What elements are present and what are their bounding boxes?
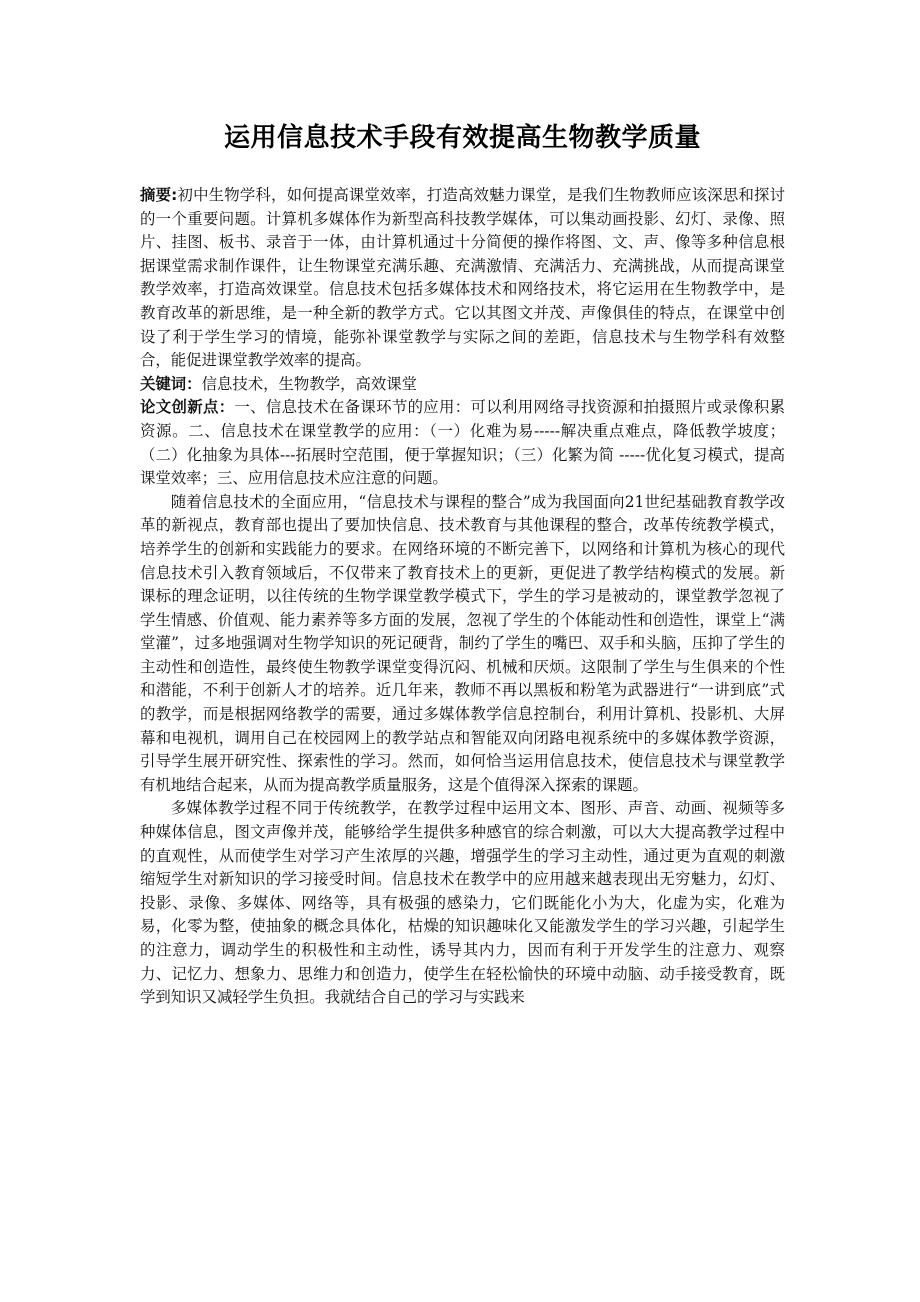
body-paragraph-1: 随着信息技术的全面应用，“信息技术与课程的整合”成为我国面向21世纪基础教育教学改革的新视点，教育部也提出了要加快信息、技术教育与其他课程的整合，改革传统教学模式，培养学生的创新和实践能力的要求。在网络环境的不断完善下，以网络和计算机为核心的现代信息技术引入教育领域后，不仅带来了教育技术上的更新，更促进了教学结构模式的发展。新课标的理念证明，以往传统的生物学课堂教学模式下，学生的学习是被动的，课堂教学忽视了学生情感、价值观、能力素养等多方面的发展，忽视了学生的个体能动性和创造性，课堂上“满堂灌”，过多地强调对生物学知识的死记硬背，制约了学生的嘴巴、双手和头脑，压抑了学生的主动性和创造性，最终使生物教学课堂变得沉闷、机械和厌烦。这限制了学生与生俱来的个性和潜能，不利于创新人才的培养。近几年来，教师不再以黑板和粉笔为武器进行“一讲到底”式的教学，而是根据网络教学的需要，通过多媒体教学信息控制台，利用计算机、投影机、大屏幕和电视机，调用自己在校园网上的教学站点和智能双向闭路电视系统中的多媒体教学资源，引导学生展开研究性、探索性的学习。然而，如何恰当运用信息技术，使信息技术与课堂教学有机地结合起来，从而为提高教学质量服务，这是个值得深入探索的课题。 xyxy=(140,492,785,794)
keywords-label: 关键词： xyxy=(140,374,202,393)
document-title: 运用信息技术手段有效提高生物教学质量 xyxy=(223,123,701,153)
abstract-text: 初中生物学科，如何提高课堂效率，打造高效魅力课堂，是我们生物教师应该深思和探讨的一个重要问题。计算机多媒体作为新型高科技教学媒体，可以集动画投影、幻灯、录像、照片、挂图、板书、录音于一体，由计算机通过十分简便的操作将图、文、声、像等多种信息根据课堂需求制作课件，让生物课堂充满乐趣、充满激情、充满活力、充满挑战，从而提高课堂教学效率，打造高效课堂。信息技术包括多媒体技术和网络技术，将它运用在生物教学中，是教育改革的新思维，是一种全新的教学方式。它以其图文并茂、声像俱佳的特点，在课堂中创设了利于学生学习的情境，能弥补课堂教学与实际之间的差距，信息技术与生物学科有效整合，能促进课堂教学效率的提高。 xyxy=(140,186,785,370)
innovation-label: 论文创新点： xyxy=(140,398,235,417)
innovation-text: 一、信息技术在备课环节的应用：可以利用网络寻找资源和拍摄照片或录像积累资源。二、信息技术在课堂教学的应用：（一）化难为易-----解决重点难点，降低教学坡度；（二）化抽象为具体---拓展时空范围，便于掌握知识；（三）化繁为简 -----优化复习模式，提高课堂效率；三、应用信息技术应注意的问题。 xyxy=(140,398,785,488)
body-paragraph-2: 多媒体教学过程不同于传统教学，在教学过程中运用文本、图形、声音、动画、视频等多种媒体信息，图文声像并茂，能够给学生提供多种感官的综合刺激，可以大大提高教学过程中的直观性，从而使学生对学习产生浓厚的兴趣，增强学生的学习主动性，通过更为直观的刺激缩短学生对新知识的学习接受时间。信息技术在教学中的应用越来越表现出无穷魅力，幻灯、投影、录像、多媒体、网络等，具有极强的感染力，它们既能化小为大，化虚为实，化难为易，化零为整，使抽象的概念具体化，枯燥的知识趣味化又能激发学生的学习兴趣，引起学生的注意力，调动学生的积极性和主动性，诱导其内力，因而有利于开发学生的注意力、观察力、记忆力、想象力、思维力和创造力，使学生在轻松愉快的环境中动脑、动手接受教育，既学到知识又减轻学生负担。我就结合自己的学习与实践来 xyxy=(140,799,785,1007)
innovation-paragraph xyxy=(140,396,785,490)
abstract-label: 摘要: xyxy=(140,186,178,204)
abstract-paragraph xyxy=(140,184,785,373)
document-page xyxy=(140,118,785,1010)
keywords-text: 信息技术，生物教学，高效课堂 xyxy=(201,374,418,393)
keywords-paragraph xyxy=(140,373,785,397)
